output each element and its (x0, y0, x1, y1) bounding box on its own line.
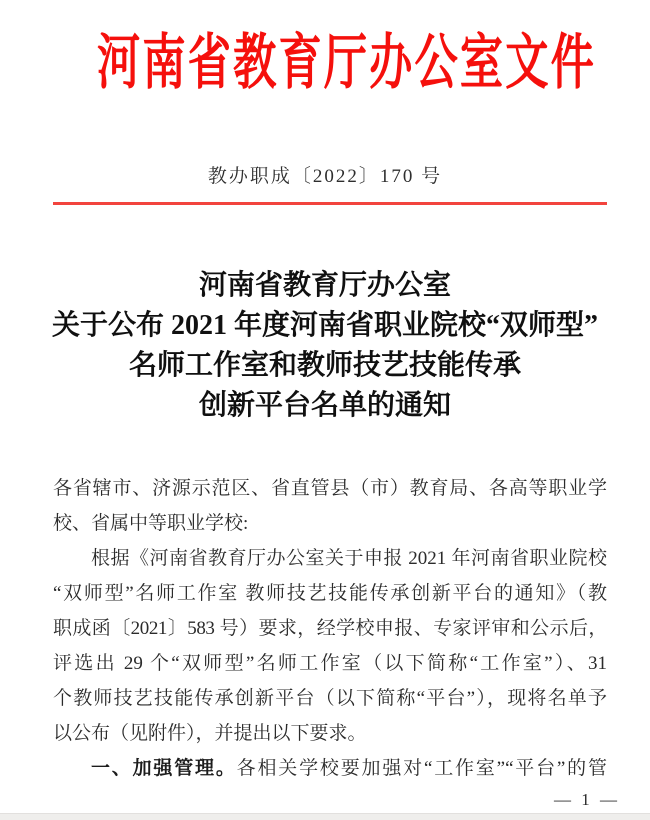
body-line: 根据《河南省教育厅办公室关于申报 2021 年河南省职业院校 (91, 548, 607, 569)
body-line: 评选出 29 个“双师型”名师工作室（以下简称“工作室”）、31 (53, 653, 607, 674)
scanned-page-edge (0, 813, 650, 820)
body-line-bold-lead: 一、加强管理。 (91, 758, 237, 779)
document-body (53, 471, 607, 786)
body-line-rest: 各相关学校要加强对“工作室”“平台”的管 (236, 758, 607, 779)
title-line-1: 河南省教育厅办公室 (198, 270, 451, 301)
title-line-4: 创新平台名单的通知 (198, 390, 451, 421)
body-line: 校、省属中等职业学校: (53, 513, 249, 534)
title-line-3: 名师工作室和教师技艺技能传承 (128, 350, 521, 381)
red-rule-divider (53, 202, 607, 205)
body-line: 个教师技艺技能传承创新平台（以下简称“平台”），现将名单予 (53, 688, 607, 709)
body-line: 职成函〔2021〕583 号）要求，经学校申报、专家评审和公示后， (53, 618, 607, 639)
document-number: 教办职成〔2022〕170 号 (207, 166, 443, 187)
document-title (20, 266, 630, 426)
page-number: — 1 — (554, 790, 620, 809)
body-line: 各省辖市、济源示范区、省直管县（市）教育局、各高等职业学 (53, 478, 607, 499)
letterhead-title: 河南省教育厅办公室文件 (97, 30, 596, 96)
body-line: “双师型”名师工作室 教师技艺技能传承创新平台的通知》（教 (53, 583, 607, 604)
body-line (53, 751, 607, 786)
letterhead (0, 30, 650, 96)
title-line-2: 关于公布 2021 年度河南省职业院校“双师型” (51, 310, 598, 341)
body-line: 以公布（见附件），并提出以下要求。 (53, 723, 367, 744)
